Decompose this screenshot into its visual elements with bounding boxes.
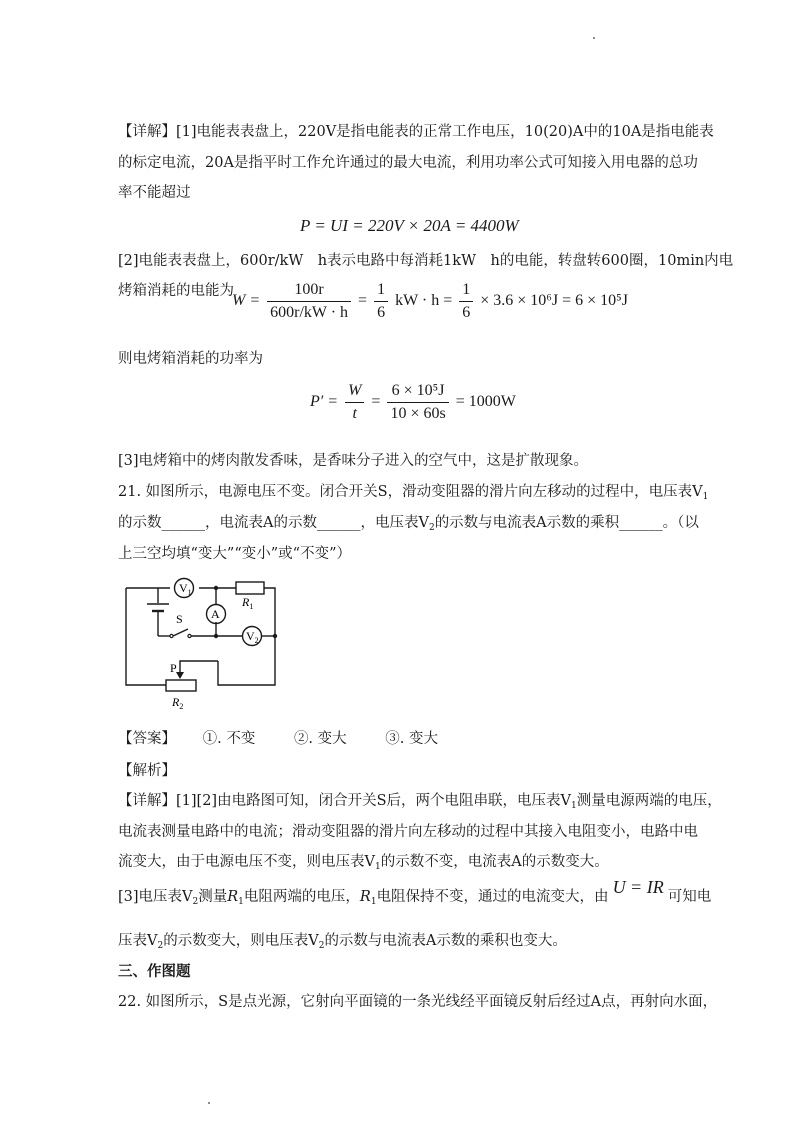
analysis-line-3 <box>118 852 609 877</box>
eq2-fraction-3 <box>459 281 473 322</box>
detail-1-line-2: 的标定电流，20A是指平时工作允许通过的最大电流，利用功率公式可知接入用电器的总功 <box>118 155 698 171</box>
eq2-mid: kW · h = <box>395 292 453 310</box>
rheostat-r2-icon <box>166 680 196 691</box>
formula-u-ir: U = IR <box>612 877 664 897</box>
eq2-frac3-den: 6 <box>462 304 471 321</box>
p6-line2-b: 的示数变大，则电压表V <box>163 933 319 949</box>
detail-2-line-2: 烤箱消耗的电能为 <box>118 283 234 299</box>
p6-line1-r2sub: 1 <box>370 897 377 907</box>
p6-line1-a: [3]电压表V <box>118 889 193 905</box>
eq3-tail: = 1000W <box>455 393 516 411</box>
eq3-equals: = <box>371 393 381 411</box>
p5-line3-a: 流变大，由于电源电压不变，则电压表V <box>118 854 375 870</box>
question-21-line-2 <box>118 513 699 538</box>
label-r2: $R_2$ <box>172 695 184 711</box>
slider-arrow-icon <box>176 672 184 679</box>
eq2-fraction-2 <box>374 281 388 322</box>
equation-power <box>310 382 516 423</box>
label-slider-p: P <box>170 661 177 675</box>
p5-line1-b: 测量电源两端的电压， <box>576 793 722 809</box>
switch-contact-right <box>188 634 191 637</box>
p6-line1-c: 电阻两端的电压， <box>243 889 360 905</box>
analysis-label: 【解析】 <box>118 763 176 779</box>
p6-line1-b: 测量 <box>198 889 228 905</box>
eq3-lhs: P′ = <box>310 393 339 411</box>
circuit-diagram <box>118 572 298 712</box>
q21-line1-sub: 1 <box>702 492 709 502</box>
eq2-equals: = <box>358 292 368 310</box>
p6-line1-e: 可知电 <box>667 889 712 905</box>
page-mark-top <box>593 37 595 39</box>
p6-line2-sub2: 2 <box>318 941 325 951</box>
eq2-frac1-num: 100r <box>267 281 351 302</box>
p5-line1-a: 【详解】[1][2]由电路图可知，闭合开关S后，两个电阻串联，电压表V <box>118 793 571 809</box>
p5-line3-sub: 1 <box>374 862 381 872</box>
eq2-frac2-num: 1 <box>374 281 388 302</box>
equation-energy <box>232 281 628 322</box>
label-v1: $V_1$ <box>179 581 192 597</box>
p6-line1-rsub: 1 <box>238 897 244 907</box>
eq2-frac3-num: 1 <box>459 281 473 302</box>
eq3-fraction-1 <box>345 382 364 423</box>
eq2-frac2-den: 6 <box>377 304 386 321</box>
label-r1: $R_1$ <box>242 595 254 611</box>
eq2-lhs: W = <box>232 292 261 310</box>
q21-line2-b: 的示数与电流表A示数的乘积______。（以 <box>434 515 699 531</box>
page-mark-bottom <box>208 1102 210 1104</box>
eq1-text: P = UI = 220V × 20A = 4400W <box>300 216 519 235</box>
answer-2: ②. 变大 <box>293 731 347 747</box>
eq3-frac1-den: t <box>352 405 357 422</box>
detail-3-line-1: [3]电烤箱中的烤肉散发香味，是香味分子进入的空气中，这是扩散现象。 <box>118 453 589 469</box>
p6-line2-c: 的示数与电流表A示数的乘积也变大。 <box>324 933 567 949</box>
eq3-fraction-2 <box>387 382 448 423</box>
wire-slider <box>180 661 218 672</box>
answer-3: ③. 变大 <box>385 731 438 747</box>
junction-right <box>273 634 277 638</box>
label-ammeter: A <box>211 607 220 621</box>
q21-line1-text: 21. 如图所示，电源电压不变。闭合开关S，滑动变阻器的滑片向左移动的过程中，电压表V <box>118 484 703 500</box>
detail-2-line-1: [2]电能表表盘上，600r/kW h表示电路中每消耗1kW h的电能，转盘转600圈，10min内电 <box>118 253 734 269</box>
switch-contact-left <box>170 634 173 637</box>
junction-middle <box>214 634 218 638</box>
eq3-frac2-num: 6 × 10⁵J <box>387 382 448 403</box>
junction-top <box>214 586 218 590</box>
p6-line1-sub: 2 <box>192 897 199 907</box>
equation-power-max <box>300 216 519 236</box>
answer-row <box>118 729 438 749</box>
eq2-tail: × 3.6 × 10⁶J = 6 × 10⁵J <box>480 292 628 310</box>
p6-line1-r2: R <box>359 889 371 905</box>
p6-line2-a: 压表V <box>118 933 158 949</box>
p5-line1-sub: 1 <box>570 801 577 811</box>
label-switch: S <box>176 612 183 626</box>
switch-blade <box>173 629 188 636</box>
q21-line2-sub: 2 <box>428 523 435 533</box>
detail-1-line-3: 率不能超过 <box>118 185 191 201</box>
eq3-frac2-den: 10 × 60s <box>390 405 446 422</box>
analysis-line-1 <box>118 791 722 816</box>
answer-1: ①. 不变 <box>202 731 256 747</box>
label-v2: $V_2$ <box>246 629 259 645</box>
analysis-line-2: 电流表测量电路中的电流；滑动变阻器的滑片向左移动的过程中其接入电阻变小，电路中电 <box>118 824 698 840</box>
p5-line3-b: 的示数不变，电流表A的示数变大。 <box>380 854 609 870</box>
section-3-heading: 三、作图题 <box>118 963 191 980</box>
p6-line1-d: 电阻保持不变，通过的电流变大，由 <box>376 889 609 905</box>
answer-label: 【答案】 <box>118 731 176 747</box>
question-21-line-3: 上三空均填“变大”“变小”或“不变”） <box>118 546 351 562</box>
detail-2-line-3: 则电烤箱消耗的功率为 <box>118 351 263 367</box>
resistor-r1-icon <box>236 582 264 594</box>
question-22-line-1: 22. 如图所示，S是点光源，它射向平面镜的一条光线经平面镜反射后经过A点，再射向水面， <box>118 994 718 1010</box>
eq3-frac1-num: W <box>345 382 364 403</box>
question-21-line-1 <box>118 482 708 507</box>
q21-line2-a: 的示数______，电流表A的示数______，电压表V <box>118 515 429 531</box>
eq2-fraction-1 <box>267 281 351 322</box>
detail-1-line-1: 【详解】[1]电能表表盘上，220V是指电能表的正常工作电压，10(20)A中的10A是指电能表 <box>118 124 714 140</box>
p6-line2-sub: 2 <box>157 941 164 951</box>
p6-line1-r: R <box>227 889 239 905</box>
eq2-frac1-den: 600r/kW · h <box>270 304 349 321</box>
analysis-line-4 <box>118 877 712 912</box>
analysis-line-5 <box>118 931 567 956</box>
